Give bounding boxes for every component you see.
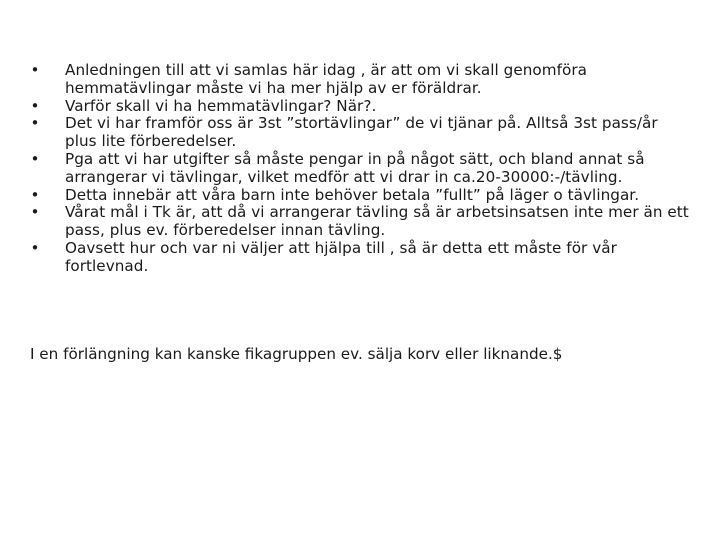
bullet-item-3 (30, 115, 690, 151)
bullet-text: Oavsett hur och var ni väljer att hjälpa till , så är detta ett måste för vår fortlevnad. (65, 238, 617, 275)
bullet-text: Vårat mål i Tk är, att då vi arrangerar tävling så är arbetsinsatsen inte mer än ett pass, plus ev. förberedelser innan tävling. (65, 203, 689, 240)
bullet-dot-icon: • (30, 203, 40, 222)
bullet-item-6 (30, 204, 690, 240)
bullet-text: Anledningen till att vi samlas här idag , är att om vi skall genomföra hemmatävlingar måste vi ha mer hjälp av er föräldrar. (65, 61, 587, 97)
bullet-dot-icon: • (30, 96, 40, 115)
closing-text: I en förlängning kan kanske fikagruppen ev. sälja korv eller liknande.$ (30, 345, 563, 363)
bullet-text: Detta innebär att våra barn inte behöver betala ”fullt” på läger o tävlingar. (65, 185, 640, 204)
bullet-dot-icon: • (30, 61, 40, 79)
bullet-item-7 (30, 240, 690, 276)
bullet-dot-icon: • (30, 149, 40, 168)
bullet-item-2 (30, 98, 690, 116)
bullet-list (30, 62, 690, 276)
bullet-text: Pga att vi har utgifter så måste pengar in på något sätt, och bland annat så arrangerar vi tävlingar, vilket medför att vi drar in ca.20-30000:-/tävling. (65, 149, 645, 186)
bullet-dot-icon: • (30, 114, 40, 133)
bullet-dot-icon: • (30, 185, 40, 204)
bullet-text: Det vi har framför oss är 3st ”stortävlingar” de vi tjänar på. Alltså 3st pass/år plus lite förberedelser. (65, 114, 658, 151)
bullet-item-4 (30, 151, 690, 187)
bullet-text: Varför skall vi ha hemmatävlingar? När?. (65, 96, 377, 115)
bullet-item-5 (30, 187, 690, 205)
bullet-item-1 (30, 62, 690, 98)
bullet-dot-icon: • (30, 238, 40, 257)
